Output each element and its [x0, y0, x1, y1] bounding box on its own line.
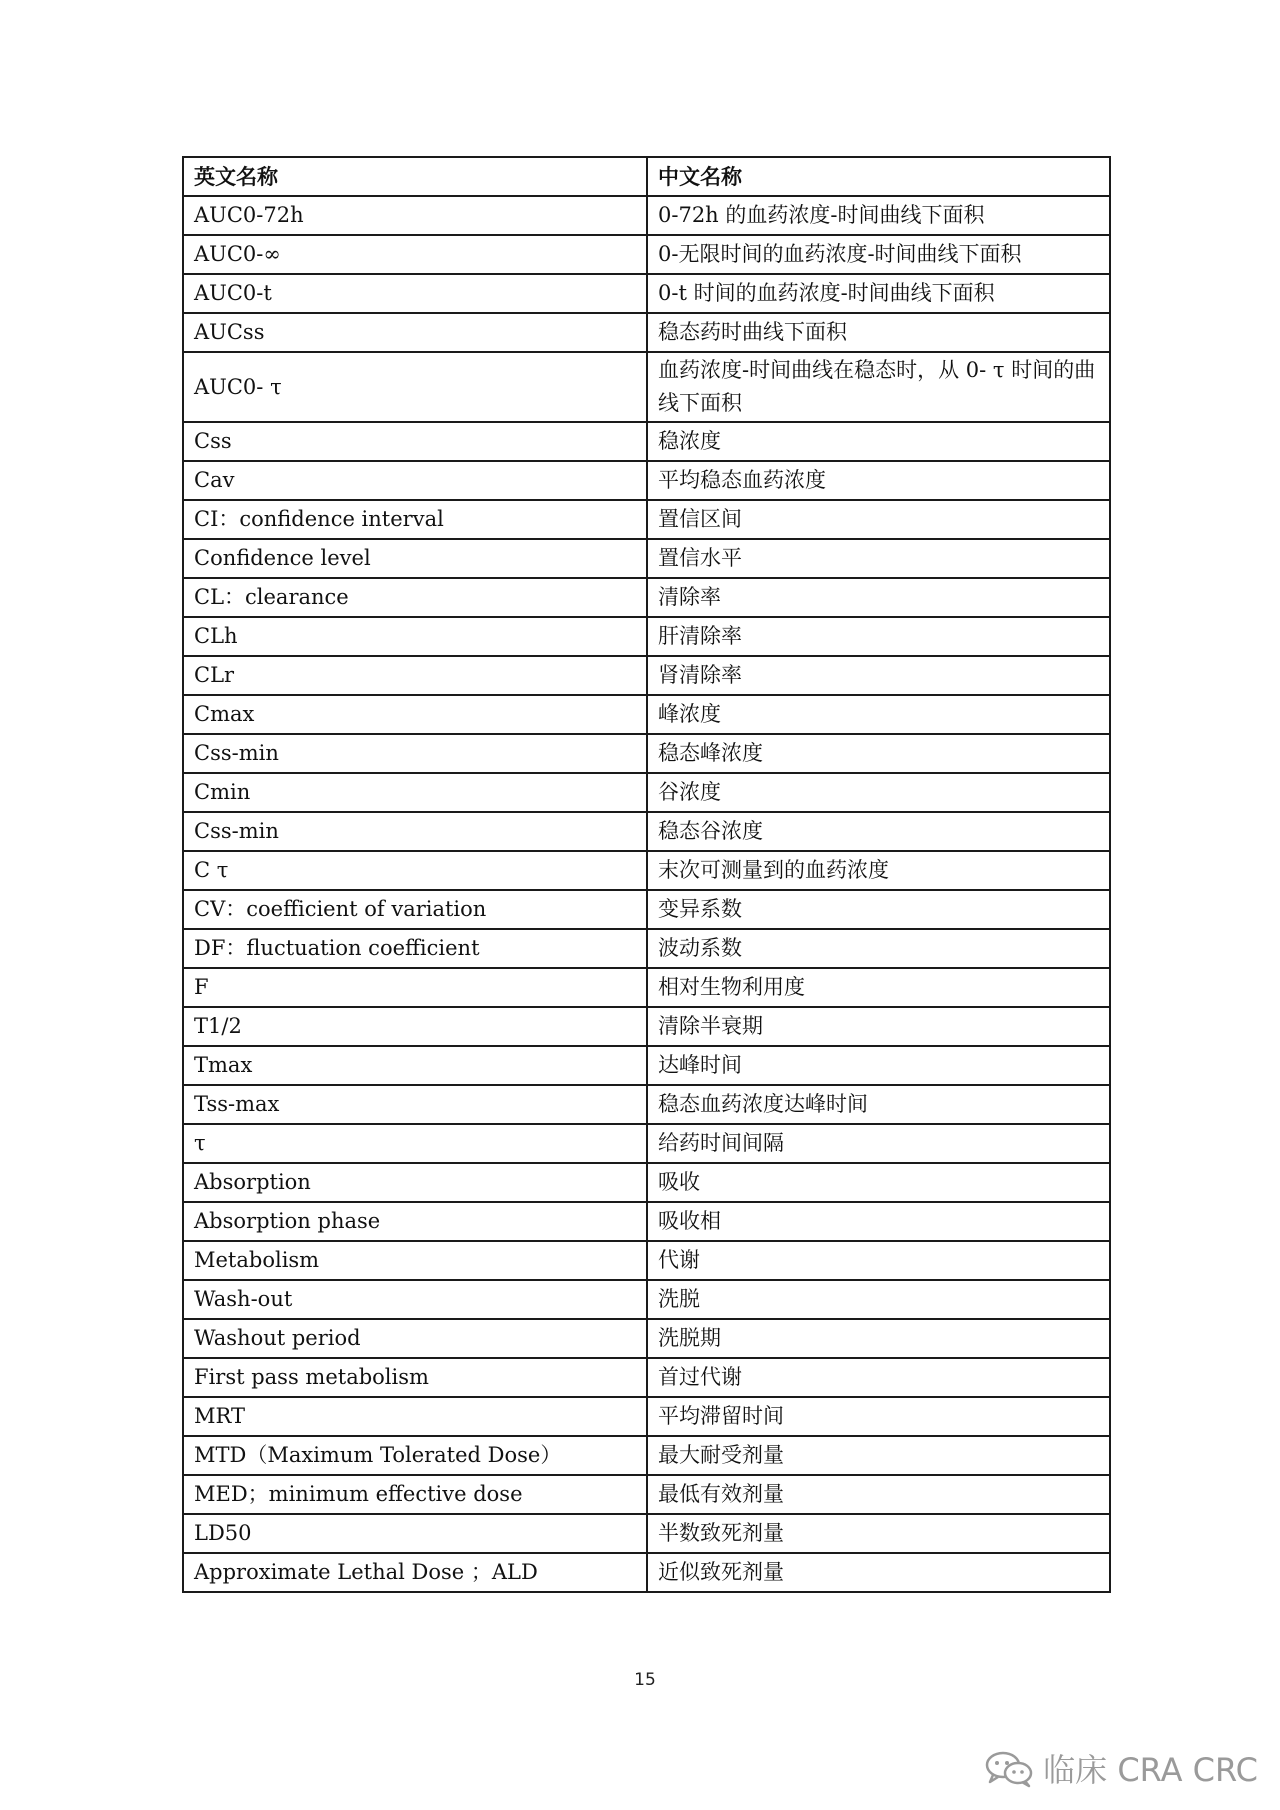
chinese-term-cell: 最低有效剂量: [647, 1475, 1110, 1514]
table-row: [183, 235, 1110, 274]
table-row: [183, 1202, 1110, 1241]
english-term-cell: Metabolism: [183, 1241, 647, 1280]
chinese-term-cell: 稳态谷浓度: [647, 812, 1110, 851]
chinese-term-cell: 达峰时间: [647, 1046, 1110, 1085]
english-term-cell: Approximate Lethal Dose ；ALD: [183, 1553, 647, 1592]
english-term-cell: Css: [183, 422, 647, 461]
english-term-cell: Tss-max: [183, 1085, 647, 1124]
english-term-cell: AUCss: [183, 313, 647, 352]
table-row: [183, 1553, 1110, 1592]
chinese-term-cell: 清除半衰期: [647, 1007, 1110, 1046]
chinese-term-cell: 0-t 时间的血药浓度-时间曲线下面积: [647, 274, 1110, 313]
chinese-term-cell: 血药浓度-时间曲线在稳态时，从 0- τ 时间的曲线下面积: [647, 352, 1110, 422]
table-header-row: [183, 157, 1110, 196]
chinese-term-cell: 吸收: [647, 1163, 1110, 1202]
english-term-cell: CL：clearance: [183, 578, 647, 617]
table-row: [183, 1514, 1110, 1553]
page-number: 15: [634, 1670, 656, 1690]
english-term-cell: Cmax: [183, 695, 647, 734]
chinese-term-cell: 稳态血药浓度达峰时间: [647, 1085, 1110, 1124]
english-term-cell: MED；minimum effective dose: [183, 1475, 647, 1514]
watermark: [983, 1745, 1258, 1791]
chinese-term-cell: 0-72h 的血药浓度-时间曲线下面积: [647, 196, 1110, 235]
chinese-term-cell: 首过代谢: [647, 1358, 1110, 1397]
chinese-term-cell: 平均滞留时间: [647, 1397, 1110, 1436]
chinese-term-cell: 置信区间: [647, 500, 1110, 539]
chinese-term-cell: 置信水平: [647, 539, 1110, 578]
chinese-term-cell: 给药时间间隔: [647, 1124, 1110, 1163]
english-term-cell: AUC0-72h: [183, 196, 647, 235]
table-row: [183, 196, 1110, 235]
english-term-cell: τ: [183, 1124, 647, 1163]
table-row: [183, 1436, 1110, 1475]
english-term-cell: Wash-out: [183, 1280, 647, 1319]
table-row: [183, 695, 1110, 734]
chinese-term-cell: 肝清除率: [647, 617, 1110, 656]
english-term-cell: AUC0- τ: [183, 352, 647, 422]
table-row: [183, 1085, 1110, 1124]
table-row: [183, 656, 1110, 695]
table-row: [183, 352, 1110, 422]
chinese-term-cell: 相对生物利用度: [647, 968, 1110, 1007]
english-term-cell: Css-min: [183, 734, 647, 773]
table-row: [183, 968, 1110, 1007]
chinese-term-cell: 代谢: [647, 1241, 1110, 1280]
chinese-term-cell: 吸收相: [647, 1202, 1110, 1241]
table-row: [183, 539, 1110, 578]
chinese-term-cell: 清除率: [647, 578, 1110, 617]
header-chinese-name: 中文名称: [647, 157, 1110, 196]
chinese-term-cell: 半数致死剂量: [647, 1514, 1110, 1553]
english-term-cell: First pass metabolism: [183, 1358, 647, 1397]
english-term-cell: DF：fluctuation coefficient: [183, 929, 647, 968]
english-term-cell: Cav: [183, 461, 647, 500]
english-term-cell: C τ: [183, 851, 647, 890]
table-row: [183, 500, 1110, 539]
table-row: [183, 422, 1110, 461]
table-row: [183, 1319, 1110, 1358]
english-term-cell: CLr: [183, 656, 647, 695]
table-row: [183, 274, 1110, 313]
chinese-term-cell: 波动系数: [647, 929, 1110, 968]
english-term-cell: Washout period: [183, 1319, 647, 1358]
table-row: [183, 578, 1110, 617]
english-term-cell: AUC0-∞: [183, 235, 647, 274]
table-row: [183, 1124, 1110, 1163]
table-row: [183, 461, 1110, 500]
english-term-cell: T1/2: [183, 1007, 647, 1046]
english-term-cell: Tmax: [183, 1046, 647, 1085]
table-row: [183, 929, 1110, 968]
chinese-term-cell: 最大耐受剂量: [647, 1436, 1110, 1475]
wechat-icon: [983, 1748, 1035, 1788]
chinese-term-cell: 稳态药时曲线下面积: [647, 313, 1110, 352]
english-term-cell: CV：coefficient of variation: [183, 890, 647, 929]
english-term-cell: LD50: [183, 1514, 647, 1553]
table-row: [183, 313, 1110, 352]
english-term-cell: CLh: [183, 617, 647, 656]
table-row: [183, 1046, 1110, 1085]
table-row: [183, 734, 1110, 773]
english-term-cell: AUC0-t: [183, 274, 647, 313]
english-term-cell: Confidence level: [183, 539, 647, 578]
table-row: [183, 617, 1110, 656]
chinese-term-cell: 变异系数: [647, 890, 1110, 929]
table-row: [183, 1241, 1110, 1280]
english-term-cell: Css-min: [183, 812, 647, 851]
chinese-term-cell: 平均稳态血药浓度: [647, 461, 1110, 500]
chinese-term-cell: 稳态峰浓度: [647, 734, 1110, 773]
chinese-term-cell: 洗脱期: [647, 1319, 1110, 1358]
table-row: [183, 773, 1110, 812]
table-row: [183, 890, 1110, 929]
glossary-table-body: [183, 157, 1110, 1592]
english-term-cell: MRT: [183, 1397, 647, 1436]
chinese-term-cell: 肾清除率: [647, 656, 1110, 695]
english-term-cell: F: [183, 968, 647, 1007]
chinese-term-cell: 稳浓度: [647, 422, 1110, 461]
english-term-cell: MTD（Maximum Tolerated Dose）: [183, 1436, 647, 1475]
table-row: [183, 1358, 1110, 1397]
chinese-term-cell: 洗脱: [647, 1280, 1110, 1319]
english-term-cell: CI：confidence interval: [183, 500, 647, 539]
header-english-name: 英文名称: [183, 157, 647, 196]
english-term-cell: Absorption phase: [183, 1202, 647, 1241]
table-row: [183, 1397, 1110, 1436]
table-row: [183, 1163, 1110, 1202]
glossary-table: [182, 156, 1111, 1593]
english-term-cell: Absorption: [183, 1163, 647, 1202]
chinese-term-cell: 谷浓度: [647, 773, 1110, 812]
chinese-term-cell: 近似致死剂量: [647, 1553, 1110, 1592]
chinese-term-cell: 峰浓度: [647, 695, 1110, 734]
english-term-cell: Cmin: [183, 773, 647, 812]
watermark-text: 临床 CRA CRC: [1043, 1751, 1258, 1789]
table-row: [183, 851, 1110, 890]
table-row: [183, 1475, 1110, 1514]
table-row: [183, 1007, 1110, 1046]
table-row: [183, 1280, 1110, 1319]
table-row: [183, 812, 1110, 851]
chinese-term-cell: 0-无限时间的血药浓度-时间曲线下面积: [647, 235, 1110, 274]
chinese-term-cell: 末次可测量到的血药浓度: [647, 851, 1110, 890]
